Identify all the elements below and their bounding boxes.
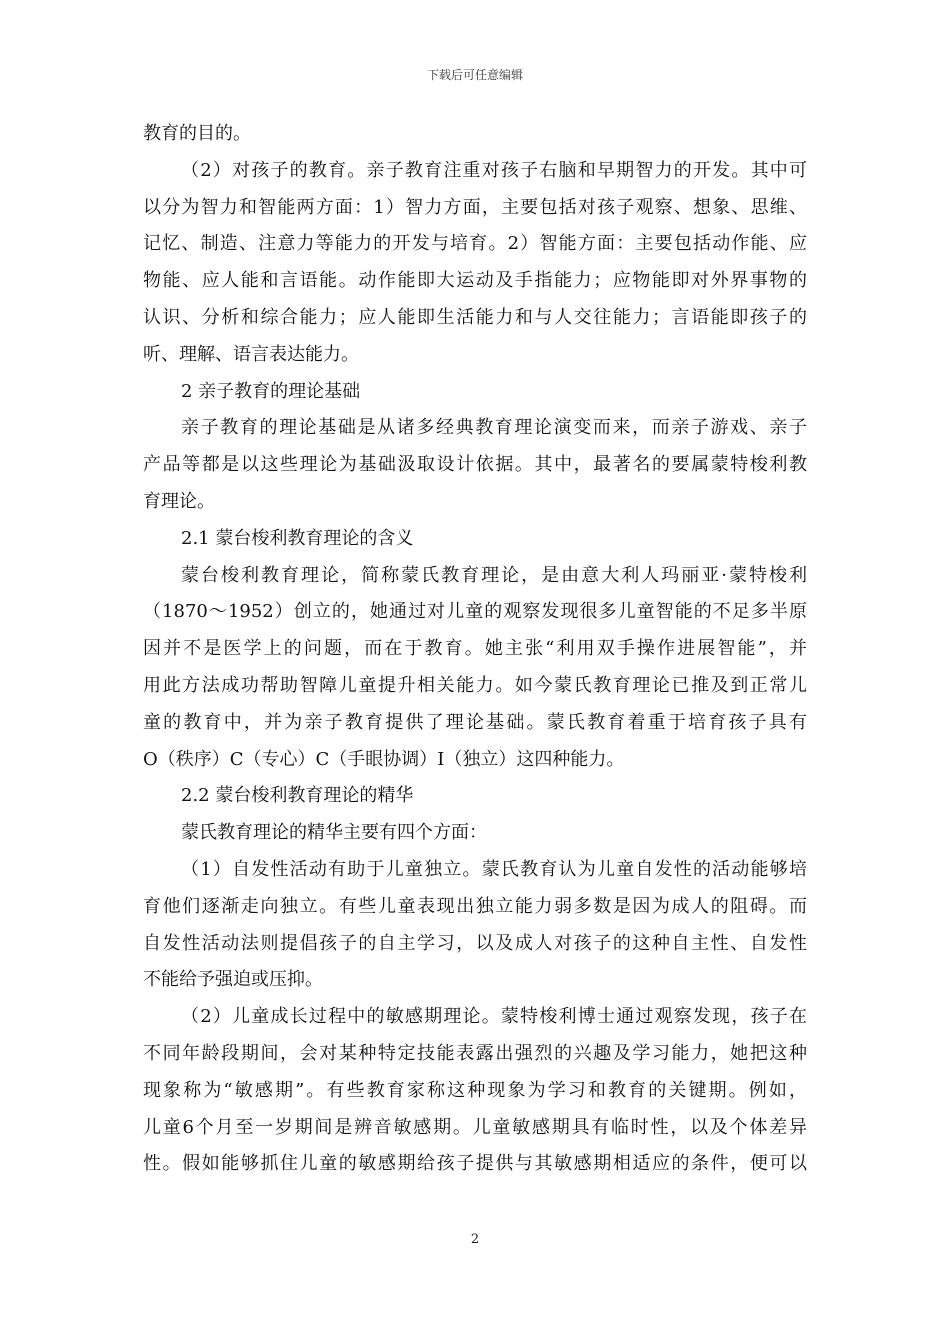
text-line: （1）自发性活动有助于儿童独立。蒙氏教育认为儿童自发性的活动能够培 (181, 858, 807, 880)
page-number: 2 (470, 1232, 480, 1247)
text-line: 认识、分析和综合能力；应人能即生活能力和与人交往能力；言语能即孩子的 (143, 306, 807, 328)
text-line: 蒙氏教育理论的精华主要有四个方面： (181, 822, 487, 844)
text-line: 教育的目的。 (143, 123, 251, 144)
text-line: 2.2 蒙台梭利教育理论的精华 (181, 785, 414, 807)
text-line: 记忆、制造、注意力等能力的开发与培育。2）智能方面：主要包括动作能、应 (143, 233, 807, 255)
text-line: 不能给予强迫或压抑。 (143, 969, 323, 991)
text-line: 儿童6个月至一岁期间是辨音敏感期。儿童敏感期具有临时性，以及个体差异 (143, 1116, 807, 1138)
text-line: 现象称为“敏感期”。有些教育家称这种现象为学习和教育的关键期。例如， (143, 1079, 807, 1101)
text-line: 听、理解、语言表达能力。 (143, 343, 359, 365)
text-line: 性。假如能够抓住儿童的敏感期给孩子提供与其敏感期相适应的条件，便可以 (143, 1153, 807, 1175)
text-line: 童的教育中，并为亲子教育提供了理论基础。蒙氏教育着重于培育孩子具有 (143, 711, 807, 733)
text-line: 2.1 蒙台梭利教育理论的含义 (181, 527, 414, 549)
text-line: 2 亲子教育的理论基础 (181, 380, 361, 402)
text-line: 蒙台梭利教育理论，简称蒙氏教育理论，是由意大利人玛丽亚·蒙特梭利 (181, 564, 807, 586)
text-line: 因并不是医学上的问题，而在于教育。她主张“利用双手操作进展智能”，并 (143, 638, 807, 660)
text-line: 产品等都是以这些理论为基础汲取设计依据。其中，最著名的要属蒙特梭利教 (143, 454, 807, 476)
text-line: 以分为智力和智能两方面：1）智力方面，主要包括对孩子观察、想象、思维、 (143, 196, 807, 218)
text-line: O（秩序）C（专心）C（手眼协调）I（独立）这四种能力。 (143, 748, 625, 770)
text-line: 育理论。 (143, 490, 215, 512)
text-line: 育他们逐渐走向独立。有些儿童表现出独立能力弱多数是因为成人的阻碍。而 (143, 895, 807, 917)
text-line: 用此方法成功帮助智障儿童提升相关能力。如今蒙氏教育理论已推及到正常儿 (143, 674, 807, 696)
text-line: （2）对孩子的教育。亲子教育注重对孩子右脑和早期智力的开发。其中可 (181, 159, 807, 181)
text-line: 不同年龄段期间，会对某种特定技能表露出强烈的兴趣及学习能力，她把这种 (143, 1042, 807, 1064)
text-line: 亲子教育的理论基础是从诸多经典教育理论演变而来，而亲子游戏、亲子 (181, 417, 807, 439)
document-body (143, 116, 807, 1183)
page-header: 下载后可任意编辑 (426, 68, 523, 82)
text-line: （2）儿童成长过程中的敏感期理论。蒙特梭利博士通过观察发现，孩子在 (181, 1006, 807, 1028)
text-line: 物能、应人能和言语能。动作能即大运动及手指能力；应物能即对外界事物的 (143, 270, 807, 292)
text-line: 自发性活动法则提倡孩子的自主学习，以及成人对孩子的这种自主性、自发性 (143, 932, 807, 954)
text-line: （1870～1952）创立的，她通过对儿童的观察发现很多儿童智能的不足多半原 (143, 601, 807, 623)
